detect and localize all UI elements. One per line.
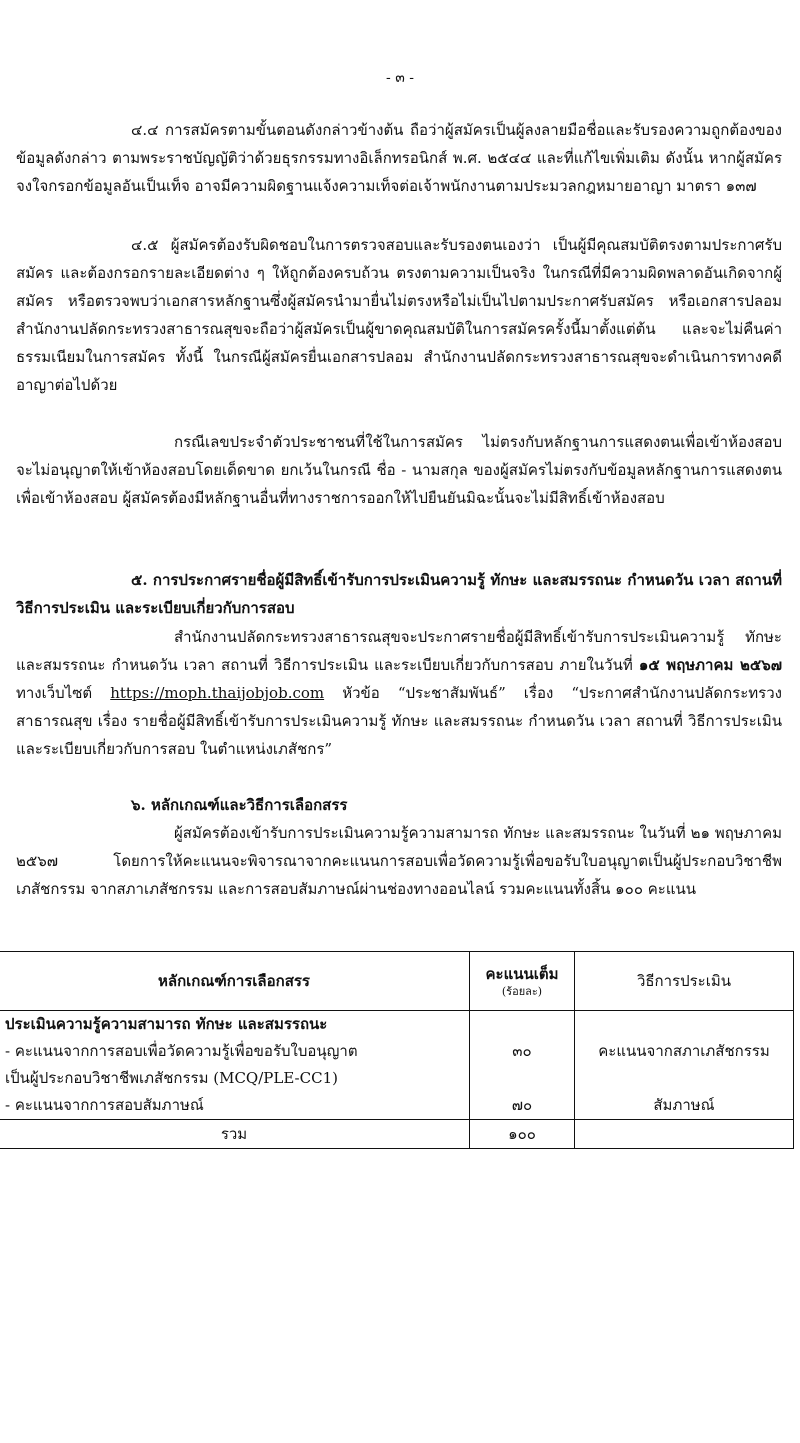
section-6-body-text: ผู้สมัครต้องเข้ารับการประเมินความรู้ความสามารถ ทักษะ และสมรรถนะ ในวันที่ ๒๑ พฤษภาคม ๒๕๖๗ โดยการให้คะแนนจะพิจารณาจากคะแนนการสอบเพื่อวัดความรู้เพื่อขอรับใบอนุญาตเป็นผู้ประกอบวิชาชีพเภสัชกรรม จากสภาเภสัชกรรม และการสอบสัมภาษณ์ผ่านช่องทางออนไลน์ รวมคะแนนทั้งสิ้น ๑๐๐ คะแนน: [16, 824, 782, 898]
section-5-body-b: ทางเว็บไซต์: [16, 684, 93, 702]
method-item-2: สัมภาษณ์: [653, 1096, 715, 1114]
header-method: วิธีการประเมิน: [575, 952, 794, 1011]
section-5-body-c: หัวข้อ “ประชาสัมพันธ์” เรื่อง “ประกาศสำนักงานปลัดกระทรวงสาธารณสุข เรื่อง รายชื่อผู้มีสิทธิ์เข้ารับการประเมินความรู้ ทักษะ และสมรรถนะ กำหนดวัน เวลา สถานที่ วิธีการประเมิน และระเบียบเกี่ยวกับการสอบ ในตำแหน่งเภสัชกร”: [16, 684, 782, 758]
section-6-heading-text: ๖. หลักเกณฑ์และวิธีการเลือกสรร: [131, 796, 348, 814]
table-row: [0, 1011, 794, 1120]
section-4-5: [16, 231, 782, 399]
score-cell: [470, 1011, 575, 1120]
section-5-body-a: สำนักงานปลัดกระทรวงสาธารณสุขจะประกาศรายชื่อผู้มีสิทธิ์เข้ารับการประเมินความรู้ ทักษะ และสมรรถนะ กำหนดวัน เวลา สถานที่ วิธีการประเมิน และระเบียบเกี่ยวกับการสอบ ภายในวันที่: [16, 628, 782, 674]
section-4-5-note-text: กรณีเลขประจำตัวประชาชนที่ใช้ในการสมัคร ไม่ตรงกับหลักฐานการแสดงตนเพื่อเข้าห้องสอบจะไม่อนุญาตให้เข้าห้องสอบโดยเด็ดขาด ยกเว้นในกรณี ชื่อ - นามสกุล ของผู้สมัครไม่ตรงกับข้อมูลหลักฐานการแสดงตนเพื่อเข้าห้องสอบ ผู้สมัครต้องมีหลักฐานอื่นที่ทางราชการออกให้ไปยืนยันมิฉะนั้นจะไม่มีสิทธิ์เข้าห้องสอบ: [16, 433, 782, 507]
header-criteria: หลักเกณฑ์การเลือกสรร: [0, 952, 470, 1011]
method-cell: [575, 1011, 794, 1120]
section-4-5-text: ๔.๕ ผู้สมัครต้องรับผิดชอบในการตรวจสอบและรับรองตนเองว่า เป็นผู้มีคุณสมบัติตรงตามประกาศรับสมัคร และต้องกรอกรายละเอียดต่าง ๆ ให้ถูกต้องครบถ้วน ตรงตามความเป็นจริง ในกรณีที่มีความผิดพลาดอันเกิดจากผู้สมัคร หรือตรวจพบว่าเอกสารหลักฐานซึ่งผู้สมัครนำมายื่นไม่ตรงหรือไม่เป็นไปตามประกาศรับสมัคร หรือเอกสารปลอม สำนักงานปลัดกระทรวงสาธารณสุขจะถือว่าผู้สมัครเป็นผู้ขาดคุณสมบัติในการสมัครครั้งนี้มาตั้งแต่ต้น และจะไม่คืนค่าธรรมเนียมในการสมัคร ทั้งนี้ ในกรณีผู้สมัครยื่นเอกสารปลอม สำนักงานปลัดกระทรวงสาธารณสุขจะดำเนินการทางคดีอาญาต่อไปด้วย: [16, 236, 782, 394]
total-score: ๑๐๐: [470, 1120, 575, 1149]
criteria-cell: [0, 1011, 470, 1120]
header-score: [470, 952, 575, 1011]
criteria-item-1-line-2: เป็นผู้ประกอบวิชาชีพเภสัชกรรม (MCQ/PLE-CC1): [5, 1069, 338, 1087]
section-5-heading-text: ๕. การประกาศรายชื่อผู้มีสิทธิ์เข้ารับการประเมินความรู้ ทักษะ และสมรรถนะ กำหนดวัน เวลา สถานที่ วิธีการประเมิน และระเบียบเกี่ยวกับการสอบ: [16, 571, 782, 617]
section-4-4: [16, 116, 782, 200]
selection-criteria-table: [0, 951, 794, 1149]
announcement-date: ๑๕ พฤษภาคม ๒๕๖๗: [638, 656, 782, 674]
criteria-group-title: ประเมินความรู้ความสามารถ ทักษะ และสมรรถนะ: [5, 1015, 328, 1033]
criteria-item-2: - คะแนนจากการสอบสัมภาษณ์: [5, 1096, 204, 1114]
total-label: รวม: [0, 1120, 470, 1149]
table-total-row: [0, 1120, 794, 1149]
section-4-4-text: ๔.๔ การสมัครตามขั้นตอนดังกล่าวข้างต้น ถือว่าผู้สมัครเป็นผู้ลงลายมือชื่อและรับรองความถูกต้องของข้อมูลดังกล่าว ตามพระราชบัญญัติว่าด้วยธุรกรรมทางอิเล็กทรอนิกส์ พ.ศ. ๒๕๔๔ และที่แก้ไขเพิ่มเติม ดังนั้น หากผู้สมัครจงใจกรอกข้อมูลอันเป็นเท็จ อาจมีความผิดฐานแจ้งความเท็จต่อเจ้าพนักงานตามประมวลกฎหมายอาญา มาตรา ๑๓๗: [16, 121, 782, 195]
header-score-unit: (ร้อยละ): [501, 985, 543, 998]
criteria-item-1-line-1: - คะแนนจากการสอบเพื่อวัดความรู้เพื่อขอรับใบอนุญาต: [5, 1042, 358, 1060]
table-header-row: [0, 952, 794, 1011]
score-item-2: ๗๐: [511, 1096, 533, 1114]
website-link[interactable]: https://moph.thaijobjob.com: [110, 684, 325, 702]
method-item-1: คะแนนจากสภาเภสัชกรรม: [598, 1042, 770, 1060]
score-item-1: ๓๐: [512, 1042, 532, 1060]
header-score-label: คะแนนเต็ม: [485, 965, 559, 983]
total-method-empty: [575, 1120, 794, 1149]
section-4-5-note: [16, 428, 782, 512]
section-5-body: [16, 623, 782, 763]
section-5-heading: [16, 566, 782, 622]
section-6-body: [16, 819, 782, 903]
section-6-heading: [16, 791, 782, 819]
page-number: - ๓ -: [386, 70, 414, 86]
